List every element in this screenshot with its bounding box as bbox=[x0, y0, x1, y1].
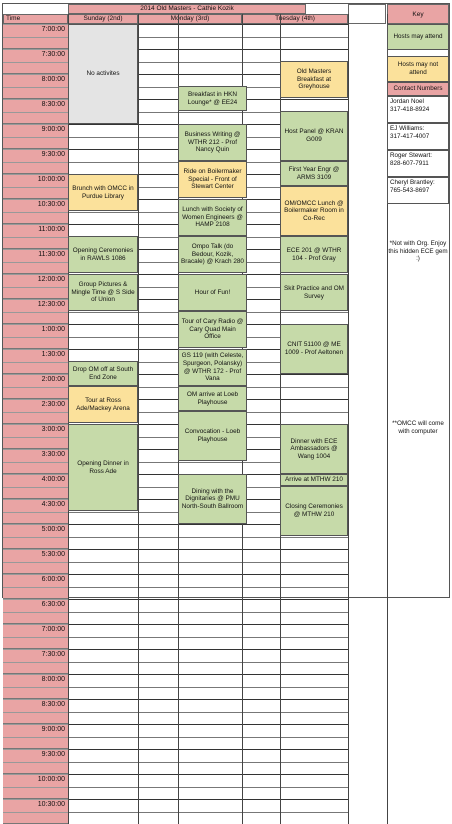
event-cnit-51100: CNIT 51100 @ ME 1009 - Prof Aeltonen bbox=[280, 324, 348, 374]
time-row-line bbox=[3, 312, 68, 313]
time-row-line bbox=[3, 387, 68, 388]
time-row-line bbox=[3, 712, 68, 713]
time-row-line bbox=[3, 674, 68, 675]
time-row-line bbox=[3, 724, 68, 725]
event-ompo-talk: Ompo Talk (do Bedour, Kozik, Bracale) @ Krach 280 bbox=[178, 236, 247, 273]
time-row-line bbox=[3, 349, 68, 350]
time-row-line bbox=[3, 499, 68, 500]
time-slot: 12:00:00 bbox=[3, 274, 68, 299]
time-row-line bbox=[3, 449, 68, 450]
time-row-line bbox=[3, 362, 68, 363]
key-header: Key bbox=[387, 4, 449, 24]
grid-column-line bbox=[138, 14, 139, 824]
grid-row-line bbox=[68, 549, 348, 550]
time-row-line bbox=[3, 537, 68, 538]
grid-row-line bbox=[68, 587, 348, 588]
time-row-line bbox=[3, 337, 68, 338]
time-row-line bbox=[3, 162, 68, 163]
time-row-line bbox=[3, 212, 68, 213]
event-convocation: Convocation - Loeb Playhouse bbox=[178, 411, 247, 461]
time-row-line bbox=[3, 137, 68, 138]
time-row-line bbox=[3, 587, 68, 588]
event-business-writing: Business Writing @ WTHR 212 - Prof Nancy Quin bbox=[178, 124, 247, 161]
grid-row-line bbox=[68, 687, 348, 688]
time-row-line bbox=[3, 237, 68, 238]
time-row-line bbox=[3, 249, 68, 250]
time-row-line bbox=[3, 524, 68, 525]
event-breakfast-hkn: Breakfast in HKN Lounge* @ EE24 bbox=[178, 86, 247, 111]
time-slot: 9:30:00 bbox=[3, 749, 68, 774]
time-row-line bbox=[3, 787, 68, 788]
time-row-line bbox=[3, 224, 68, 225]
blank-header bbox=[348, 4, 386, 24]
grid-row-line bbox=[68, 774, 348, 775]
grid-column-line bbox=[348, 14, 349, 824]
time-row-line bbox=[3, 624, 68, 625]
time-row-line bbox=[3, 287, 68, 288]
time-row-line bbox=[3, 574, 68, 575]
tuesday-header: Tuesday (4th) bbox=[242, 14, 348, 24]
grid-row-line bbox=[68, 799, 348, 800]
time-slot: 8:00:00 bbox=[3, 674, 68, 699]
event-dinner-ece-ambassadors: Dinner with ECE Ambassadors @ Wang 1004 bbox=[280, 424, 348, 474]
time-row-line bbox=[3, 199, 68, 200]
time-slot: 1:00:00 bbox=[3, 324, 68, 349]
time-row-line bbox=[3, 187, 68, 188]
grid-row-line bbox=[68, 637, 348, 638]
time-row-line bbox=[3, 324, 68, 325]
time-column-header: Time bbox=[3, 14, 68, 24]
time-row-line bbox=[3, 737, 68, 738]
time-row-line bbox=[3, 762, 68, 763]
note-omcc: **OMCC will come with computer bbox=[392, 420, 444, 435]
grid-row-line bbox=[68, 737, 348, 738]
time-slot: 9:00:00 bbox=[3, 124, 68, 149]
time-row-line bbox=[3, 399, 68, 400]
sunday-header: Sunday (2nd) bbox=[68, 14, 138, 24]
event-tour-cary-radio: Tour of Cary Radio @ Cary Quad Main Office bbox=[178, 311, 247, 348]
sheet-title: 2014 Old Masters - Cathie Kozik bbox=[68, 4, 306, 14]
grid-row-line bbox=[68, 612, 348, 613]
event-ece-201: ECE 201 @ WTHR 104 - Prof Gray bbox=[280, 236, 348, 273]
event-tour-ross-ade: Tour at Ross Ade/Mackey Arena bbox=[68, 386, 138, 423]
grid-row-line bbox=[68, 624, 348, 625]
time-slot: 1:30:00 bbox=[3, 349, 68, 374]
grid-row-line bbox=[68, 787, 348, 788]
grid-row-line bbox=[68, 749, 348, 750]
time-slot: 2:30:00 bbox=[3, 399, 68, 424]
event-opening-ceremonies: Opening Ceremonies in RAWLS 1086 bbox=[68, 236, 138, 273]
time-slot: 7:30:00 bbox=[3, 649, 68, 674]
event-hour-of-fun: Hour of Fun! bbox=[178, 274, 247, 311]
time-row-line bbox=[3, 149, 68, 150]
time-slot: 3:00:00 bbox=[3, 424, 68, 449]
grid-row-line bbox=[68, 712, 348, 713]
time-row-line bbox=[3, 62, 68, 63]
grid-row-line bbox=[68, 724, 348, 725]
time-slot: 5:30:00 bbox=[3, 549, 68, 574]
time-row-line bbox=[3, 299, 68, 300]
event-no-activities: No activites bbox=[68, 24, 138, 124]
time-row-line bbox=[3, 687, 68, 688]
event-dining-dignitaries: Dining with the Dignitaries @ PMU North-South Ballroom bbox=[178, 474, 247, 524]
grid-row-line bbox=[68, 574, 348, 575]
time-slot: 4:30:00 bbox=[3, 499, 68, 524]
time-row-line bbox=[3, 812, 68, 813]
event-group-pictures: Group Pictures & Mingle Time @ S Side of Union bbox=[68, 274, 138, 311]
time-slot: 7:30:00 bbox=[3, 49, 68, 74]
note-hkn: *Not with Org. Enjoy this hidden ECE gem :) bbox=[388, 240, 448, 263]
time-row-line bbox=[3, 749, 68, 750]
schedule-sheet bbox=[3, 4, 449, 808]
event-first-year-engr: First Year Engr @ ARMS 3109 bbox=[280, 161, 348, 186]
time-row-line bbox=[3, 174, 68, 175]
time-row-line bbox=[3, 99, 68, 100]
time-slot: 10:00:00 bbox=[3, 174, 68, 199]
time-row-line bbox=[3, 649, 68, 650]
time-slot: 3:30:00 bbox=[3, 449, 68, 474]
time-slot: 7:00:00 bbox=[3, 624, 68, 649]
time-slot: 8:30:00 bbox=[3, 99, 68, 124]
key-contact-numbers: Contact Numbers bbox=[387, 82, 449, 96]
time-row-line bbox=[3, 799, 68, 800]
event-om-omcc-lunch: OM/OMCC Lunch @ Boilermaker Room in Co-Rec bbox=[280, 186, 348, 236]
grid-row-line bbox=[68, 649, 348, 650]
event-boilermaker-special: Ride on Boilermaker Special - Front of Stewart Center bbox=[178, 161, 247, 198]
contact-jordan-noel: Jordan Noel 317-418-8924 bbox=[387, 96, 449, 123]
event-om-arrive-loeb: OM arrive at Loeb Playhouse bbox=[178, 386, 247, 411]
time-slot: 4:00:00 bbox=[3, 474, 68, 499]
time-slot: 9:00:00 bbox=[3, 724, 68, 749]
time-row-line bbox=[3, 262, 68, 263]
time-row-line bbox=[3, 699, 68, 700]
time-row-line bbox=[3, 474, 68, 475]
event-closing-ceremonies: Closing Ceremonies @ MTHW 210 bbox=[280, 486, 348, 536]
monday-header: Monday (3rd) bbox=[138, 14, 242, 24]
time-slot: 10:30:00 bbox=[3, 199, 68, 224]
time-row-line bbox=[3, 637, 68, 638]
grid-row-line bbox=[68, 699, 348, 700]
grid-row-line bbox=[68, 662, 348, 663]
contact-cheryl-brantley: Cheryl Brantley: 765-543-8697 bbox=[387, 177, 449, 204]
time-slot: 8:30:00 bbox=[3, 699, 68, 724]
contact-roger-stewart: Roger Stewart: 828-607-7911 bbox=[387, 150, 449, 177]
time-row-line bbox=[3, 412, 68, 413]
event-gs-119: GS 119 (with Celeste, Spurgeon, Polansky) @ WTHR 172 - Prof Vana bbox=[178, 349, 247, 386]
time-slot: 5:00:00 bbox=[3, 524, 68, 549]
time-row-line bbox=[3, 562, 68, 563]
time-row-line bbox=[3, 274, 68, 275]
time-row-line bbox=[3, 662, 68, 663]
grid-row-line bbox=[68, 762, 348, 763]
grid-row-line bbox=[68, 674, 348, 675]
contact-ej-williams: EJ Williams: 317-417-4007 bbox=[387, 123, 449, 150]
event-host-panel: Host Panel @ KRAN G009 bbox=[280, 111, 348, 161]
time-row-line bbox=[3, 424, 68, 425]
event-brunch-omcc: Brunch with OMCC in Purdue Library bbox=[68, 174, 138, 211]
time-row-line bbox=[3, 374, 68, 375]
time-slot: 11:30:00 bbox=[3, 249, 68, 274]
time-row-line bbox=[3, 487, 68, 488]
time-row-line bbox=[3, 74, 68, 75]
time-slot: 6:00:00 bbox=[3, 574, 68, 599]
time-slot: 6:30:00 bbox=[3, 599, 68, 624]
time-row-line bbox=[3, 437, 68, 438]
time-row-line bbox=[3, 612, 68, 613]
time-row-line bbox=[3, 87, 68, 88]
time-row-line bbox=[3, 124, 68, 125]
time-row-line bbox=[3, 774, 68, 775]
time-slot: 9:30:00 bbox=[3, 149, 68, 174]
grid-row-line bbox=[68, 562, 348, 563]
time-row-line bbox=[3, 37, 68, 38]
grid-row-line bbox=[68, 537, 348, 538]
event-lunch-swe: Lunch with Society of Women Engineers @ HAMP 2108 bbox=[178, 199, 247, 236]
time-row-line bbox=[3, 549, 68, 550]
time-slot: 10:00:00 bbox=[3, 774, 68, 799]
time-slot: 11:00:00 bbox=[3, 224, 68, 249]
event-opening-dinner: Opening Dinner in Ross Ade bbox=[68, 424, 138, 511]
time-slot: 12:30:00 bbox=[3, 299, 68, 324]
time-row-line bbox=[3, 112, 68, 113]
time-slot: 2:00:00 bbox=[3, 374, 68, 399]
grid-row-line bbox=[68, 812, 348, 813]
event-drop-om: Drop OM off at South End Zone bbox=[68, 361, 138, 386]
event-arrive-mthw: Arrive at MTHW 210 bbox=[280, 474, 348, 486]
time-slot: 10:30:00 bbox=[3, 799, 68, 824]
time-slot: 7:00:00 bbox=[3, 24, 68, 49]
key-hosts-may-not-attend: Hosts may not attend bbox=[387, 56, 449, 82]
time-row-line bbox=[3, 49, 68, 50]
time-row-line bbox=[3, 512, 68, 513]
time-row-line bbox=[3, 24, 68, 25]
event-om-breakfast: Old Masters Breakfast at Greyhouse bbox=[280, 61, 348, 98]
event-skit-practice: Skit Practice and OM Survey bbox=[280, 274, 348, 311]
time-slot: 8:00:00 bbox=[3, 74, 68, 99]
key-hosts-may-attend: Hosts may attend bbox=[387, 24, 449, 50]
time-row-line bbox=[3, 462, 68, 463]
